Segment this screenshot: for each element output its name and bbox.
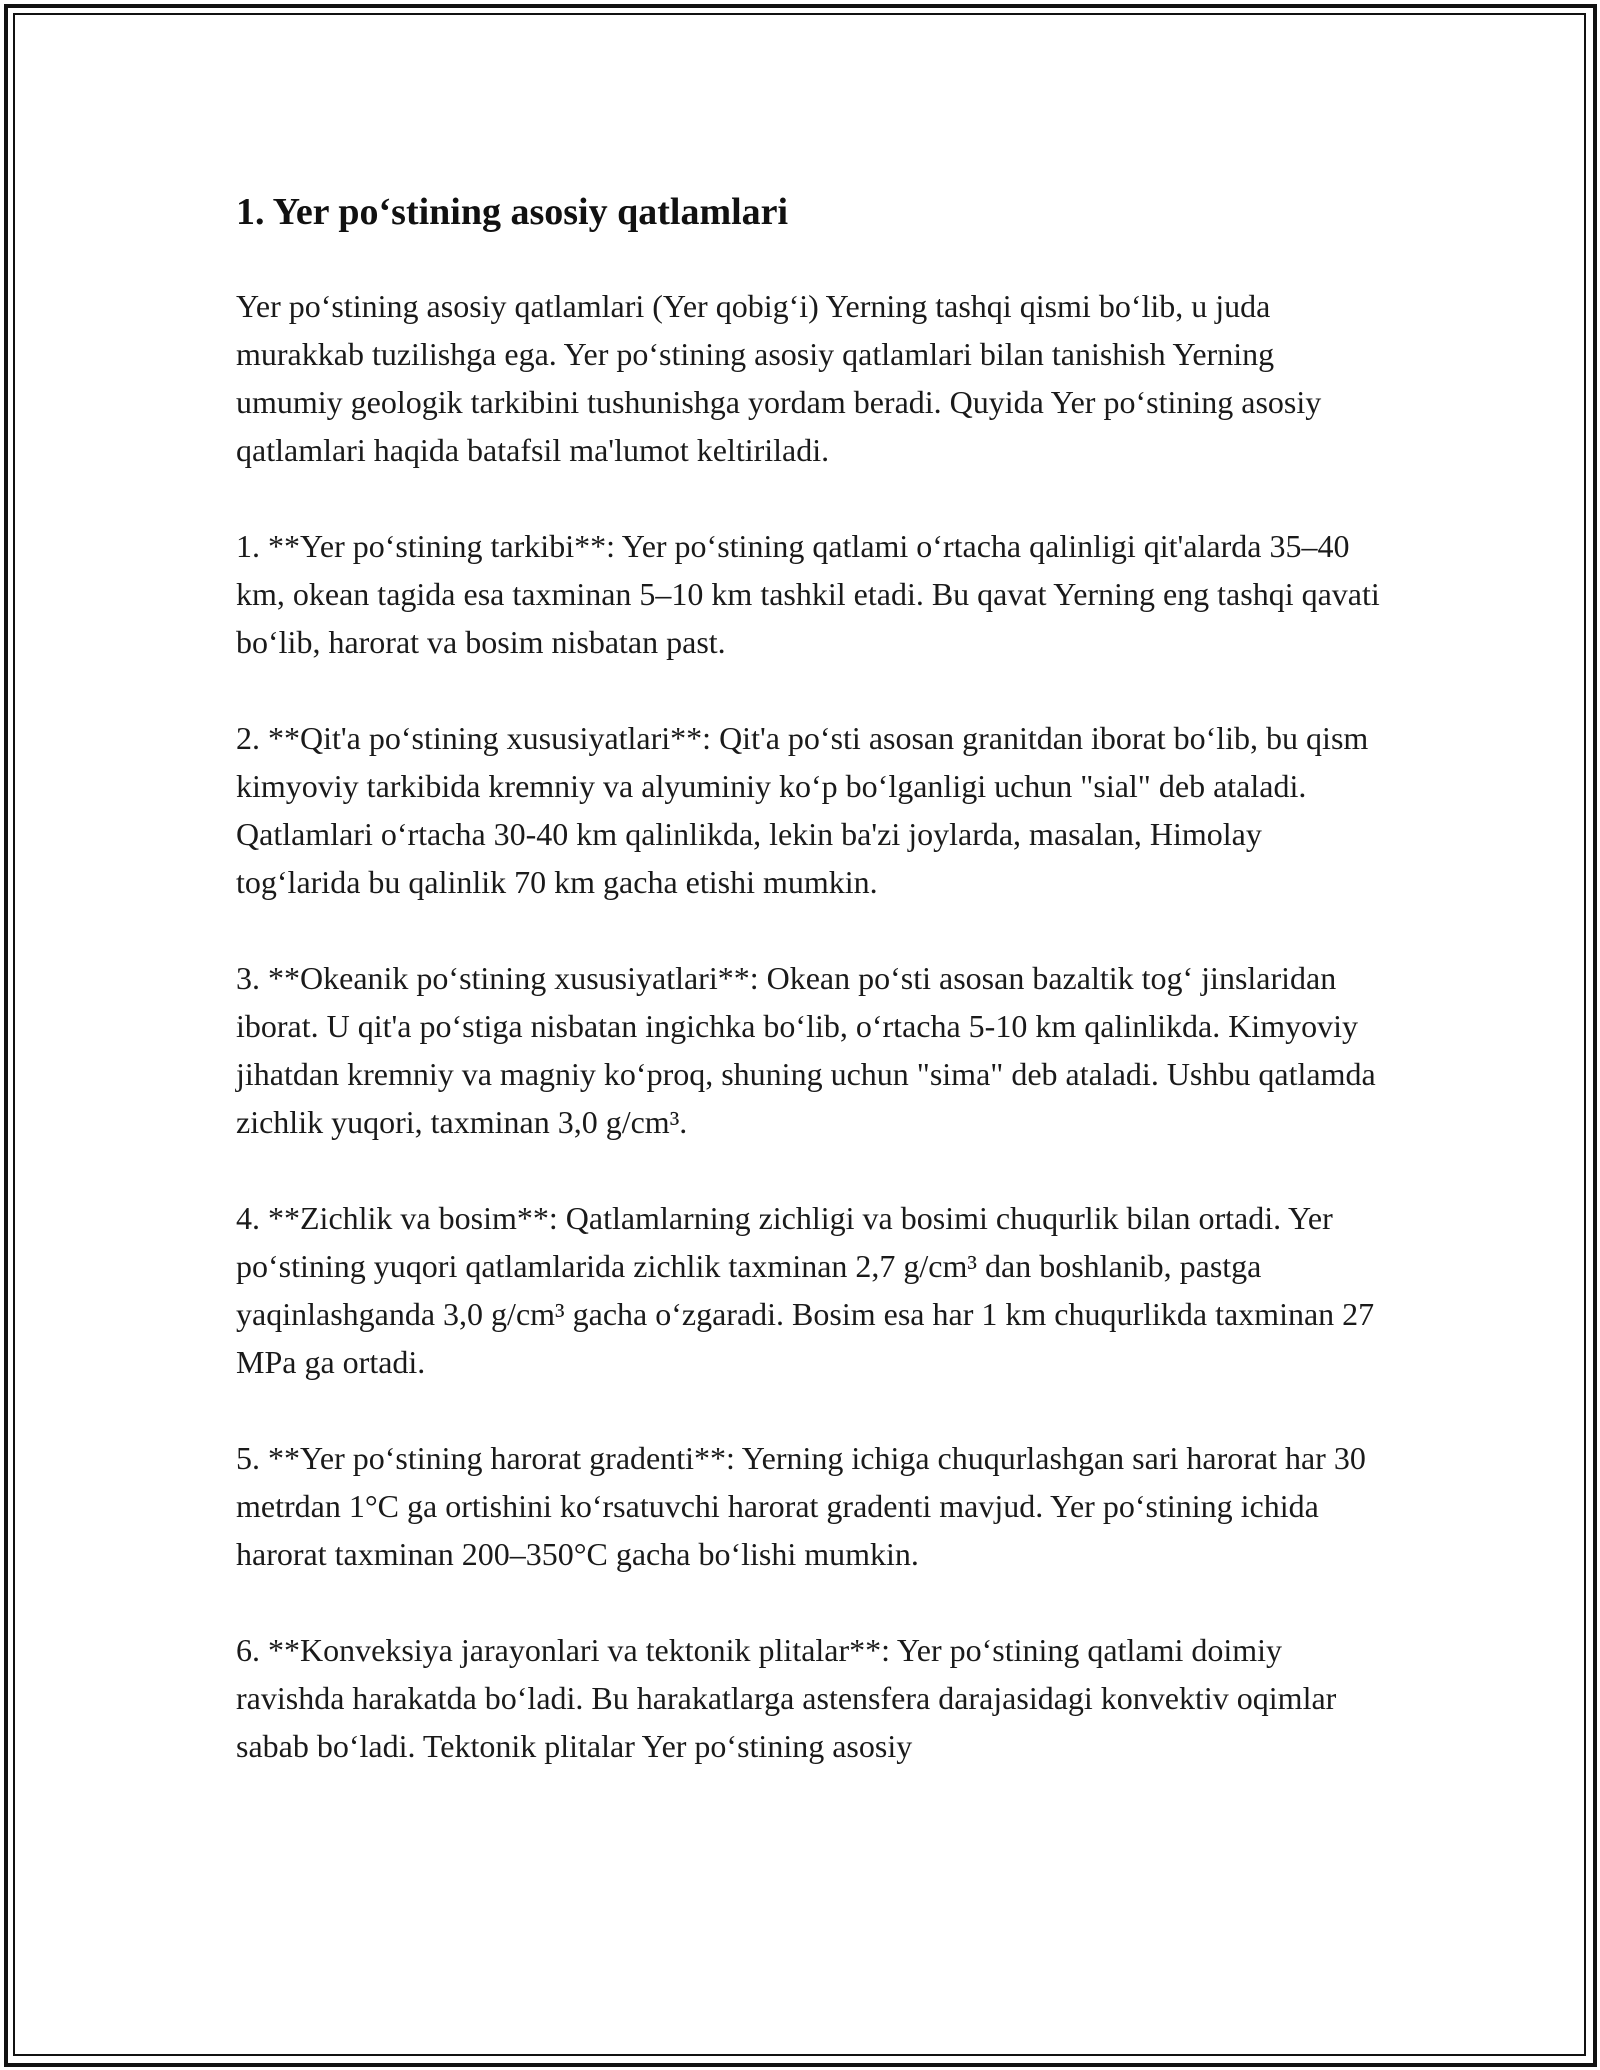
intro-paragraph: Yer po‘stining asosiy qatlamlari (Yer qobig‘i) Yerning tashqi qismi bo‘lib, u juda murakkab tuzilishga ega. Yer po‘stining asosiy qatlamlari bilan tanishish Yerning umumiy geologik tarkibini tushunishga yordam beradi. Quyida Yer po‘stining asosiy qatlamlari haqida batafsil ma'lumot keltiriladi. bbox=[236, 288, 1322, 468]
section-composition-paragraph: 1. **Yer po‘stining tarkibi**: Yer po‘stining qatlami o‘rtacha qalinligi qit'alarda 35–40 km, okean tagida esa taxminan 5–10 km tashkil etadi. Bu qavat Yerning eng tashqi qavati bo‘lib, harorat va bosim nisbatan past. bbox=[236, 528, 1380, 660]
section-continental-crust-paragraph: 2. **Qit'a po‘stining xususiyatlari**: Qit'a po‘sti asosan granitdan iborat bo‘lib, bu qism kimyoviy tarkibida kremniy va alyuminiy ko‘p bo‘lganligi uchun "sial" deb ataladi. Qatlamlari o‘rtacha 30-40 km qalinlikda, lekin ba'zi joylarda, masalan, Himolay tog‘larida bu qalinlik 70 km gacha etishi mumkin. bbox=[236, 720, 1369, 900]
section-convection-tectonics-paragraph: 6. **Konveksiya jarayonlari va tektonik plitalar**: Yer po‘stining qatlami doimiy ravishda harakatda bo‘ladi. Bu harakatlarga astensfera darajasidagi konvektiv oqimlar sabab bo‘ladi. Tektonik plitalar Yer po‘stining asosiy bbox=[236, 1632, 1337, 1764]
section-oceanic-crust-paragraph: 3. **Okeanik po‘stining xususiyatlari**: Okean po‘sti asosan bazaltik tog‘ jinslaridan iborat. U qit'a po‘stiga nisbatan ingichka bo‘lib, o‘rtacha 5-10 km qalinlikda. Kimyoviy jihatdan kremniy va magniy ko‘proq, shuning uchun "sima" deb ataladi. Ushbu qatlamda zichlik yuqori, taxminan 3,0 g/cm³. bbox=[236, 960, 1376, 1140]
document-title: 1. Yer po‘stining asosiy qatlamlari bbox=[236, 191, 789, 233]
section-density-pressure-paragraph: 4. **Zichlik va bosim**: Qatlamlarning zichligi va bosimi chuqurlik bilan ortadi. Yer po‘stining yuqori qatlamlarida zichlik taxminan 2,7 g/cm³ dan boshlanib, pastga yaqinlashganda 3,0 g/cm³ gacha o‘zgaradi. Bosim esa har 1 km chuqurlikda taxminan 27 MPa ga ortadi. bbox=[236, 1200, 1375, 1380]
document-body bbox=[236, 186, 1386, 1818]
section-temperature-gradient-paragraph: 5. **Yer po‘stining harorat gradenti**: Yerning ichiga chuqurlashgan sari harorat har 30 metrdan 1°C ga ortishini ko‘rsatuvchi harorat gradenti mavjud. Yer po‘stining ichida harorat taxminan 200–350°C gacha bo‘lishi mumkin. bbox=[236, 1440, 1366, 1572]
